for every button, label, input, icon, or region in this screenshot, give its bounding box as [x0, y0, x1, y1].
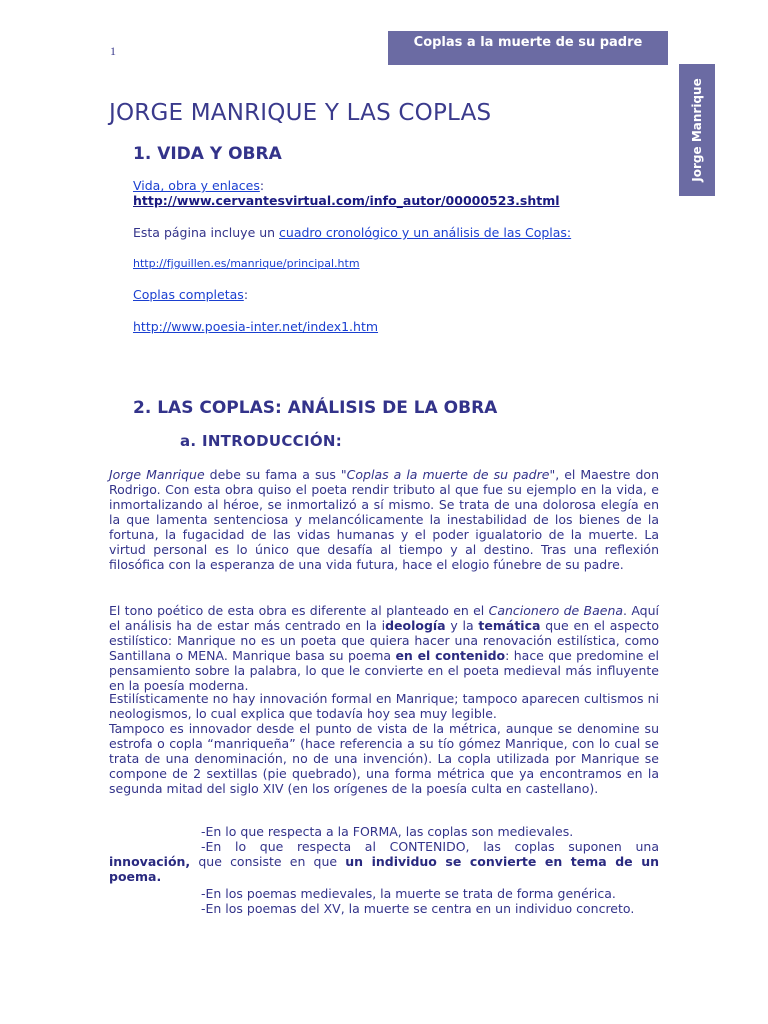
- side-tab-label: Jorge Manrique: [690, 78, 704, 182]
- poesia-url-link[interactable]: http://www.poesia-inter.net/index1.htm: [133, 319, 379, 334]
- cervantes-url-line: [133, 193, 560, 208]
- list-item-contenido-b: [109, 854, 659, 869]
- list-item-xv: -En los poemas del XV, la muerte se centra en un individuo concreto.: [201, 901, 635, 916]
- p1-text-b: ", el Maestre don Rodrigo. Con esta obra quiso el poeta rendir tributo al que fue su ejemplo en la vida, e inmortalizando al héroe, se inmortalizó a sí mismo. Se trata de una dolorosa elegía en la que lamenta sentenciosa y melancólicamente la inestabilidad de los bienes de la fortuna, la fugacidad de las vidas humanas y el poder igualatorio de la muerte. La virtud personal es lo único que desafía al tiempo y al destino. Tras una reflexión filosófica con la esperanza de una vida futura, hace el elogio fúnebre de su padre.: [109, 467, 659, 572]
- contenido-text: que consiste en que: [190, 854, 346, 869]
- list-item-contenido-c: [109, 869, 659, 884]
- vida-obra-line: [133, 178, 264, 193]
- innovacion-bold: innovación,: [109, 854, 191, 869]
- p1-text-a: debe su fama a sus ": [204, 467, 347, 482]
- p2-t3: . Aquí el análisis ha de estar más centrado en la i: [109, 603, 659, 633]
- paragraph-intro: [109, 467, 659, 572]
- individuo-bold: un individuo se convierte en tema de un: [345, 854, 660, 869]
- poesia-url-line: [133, 319, 378, 334]
- cervantes-url-link[interactable]: http://www.cervantesvirtual.com/info_autor/00000523.shtml: [133, 193, 560, 208]
- p2-contenido: en el contenido: [395, 648, 506, 663]
- p2-t9: : hace que predomine el pensamiento sobre la palabra, lo que le convierte en el poeta medieval más influyente en la poesía moderna.: [109, 648, 660, 693]
- paragraph-estilistica: [109, 691, 659, 721]
- header-banner: [388, 31, 668, 65]
- fjguillen-url-link[interactable]: http://fjguillen.es/manrique/principal.htm: [133, 257, 360, 270]
- page-title: JORGE MANRIQUE Y LAS COPLAS: [109, 100, 492, 126]
- p1-author: Jorge Manrique: [109, 467, 205, 482]
- coplas-completas-colon: :: [243, 287, 249, 302]
- cronologico-prefix: Esta página incluye un: [133, 225, 280, 240]
- cronologico-line: [133, 225, 571, 240]
- vida-obra-colon: :: [259, 178, 265, 193]
- intro-subheading: a. INTRODUCCIÓN:: [180, 432, 343, 450]
- header-title: Coplas a la muerte de su padre: [413, 35, 643, 50]
- p2-t5: y la: [445, 618, 479, 633]
- section1-heading: 1. VIDA Y OBRA: [133, 144, 282, 164]
- p1-work-title: Coplas a la muerte de su padre: [346, 467, 550, 482]
- paragraph-metrica: [109, 721, 659, 796]
- forma-contenido-list: [109, 824, 659, 916]
- p2-tematica: temática: [478, 618, 541, 633]
- list-item-forma: -En lo que respecta a la FORMA, las coplas son medievales.: [201, 824, 574, 839]
- coplas-completas-link[interactable]: Coplas completas: [133, 287, 244, 302]
- vida-obra-link[interactable]: Vida, obra y enlaces: [133, 178, 260, 193]
- list-item-medievales: -En los poemas medievales, la muerte se trata de forma genérica.: [201, 886, 616, 901]
- list-item-contenido-a: -En lo que respecta al CONTENIDO, las coplas suponen una: [201, 839, 659, 854]
- p2-cancionero: Cancionero de Baena: [488, 603, 624, 618]
- poema-bold: poema.: [109, 869, 162, 884]
- cronologico-link[interactable]: cuadro cronológico y un análisis de las Coplas:: [279, 225, 572, 240]
- p2-t7: que en el aspecto estilístico: Manrique no es un poeta que quiera hacer una renovación estilística, como Santillana o MENA. Manrique basa su poema: [109, 618, 660, 663]
- section2-heading: 2. LAS COPLAS: ANÁLISIS DE LA OBRA: [133, 398, 498, 418]
- p4-text: Tampoco es innovador desde el punto de vista de la métrica, aunque se denomine su estrofa o copla “manriqueña” (hace referencia a su tío gómez Manrique, con lo cual se trata de una denominación, no de una invención). La copla utilizada por Manrique se compone de 2 sextillas (pie quebrado), una forma métrica que ya encontramos en la segunda mitad del siglo XIV (en los orígenes de la poesía culta en castellano).: [109, 721, 659, 796]
- p2-ideologia: deología: [385, 618, 446, 633]
- coplas-completas-line: [133, 287, 248, 302]
- side-tab: [679, 64, 715, 196]
- p2-t1: El tono poético de esta obra es diferente al planteado en el: [109, 603, 489, 618]
- paragraph-tono: [109, 603, 659, 693]
- p3-text: Estilísticamente no hay innovación formal en Manrique; tampoco aparecen cultismos ni neologismos, lo cual explica que todavía hoy sea muy legible.: [109, 691, 659, 721]
- fjguillen-url-line: [133, 257, 360, 270]
- page-number: 1: [110, 44, 116, 58]
